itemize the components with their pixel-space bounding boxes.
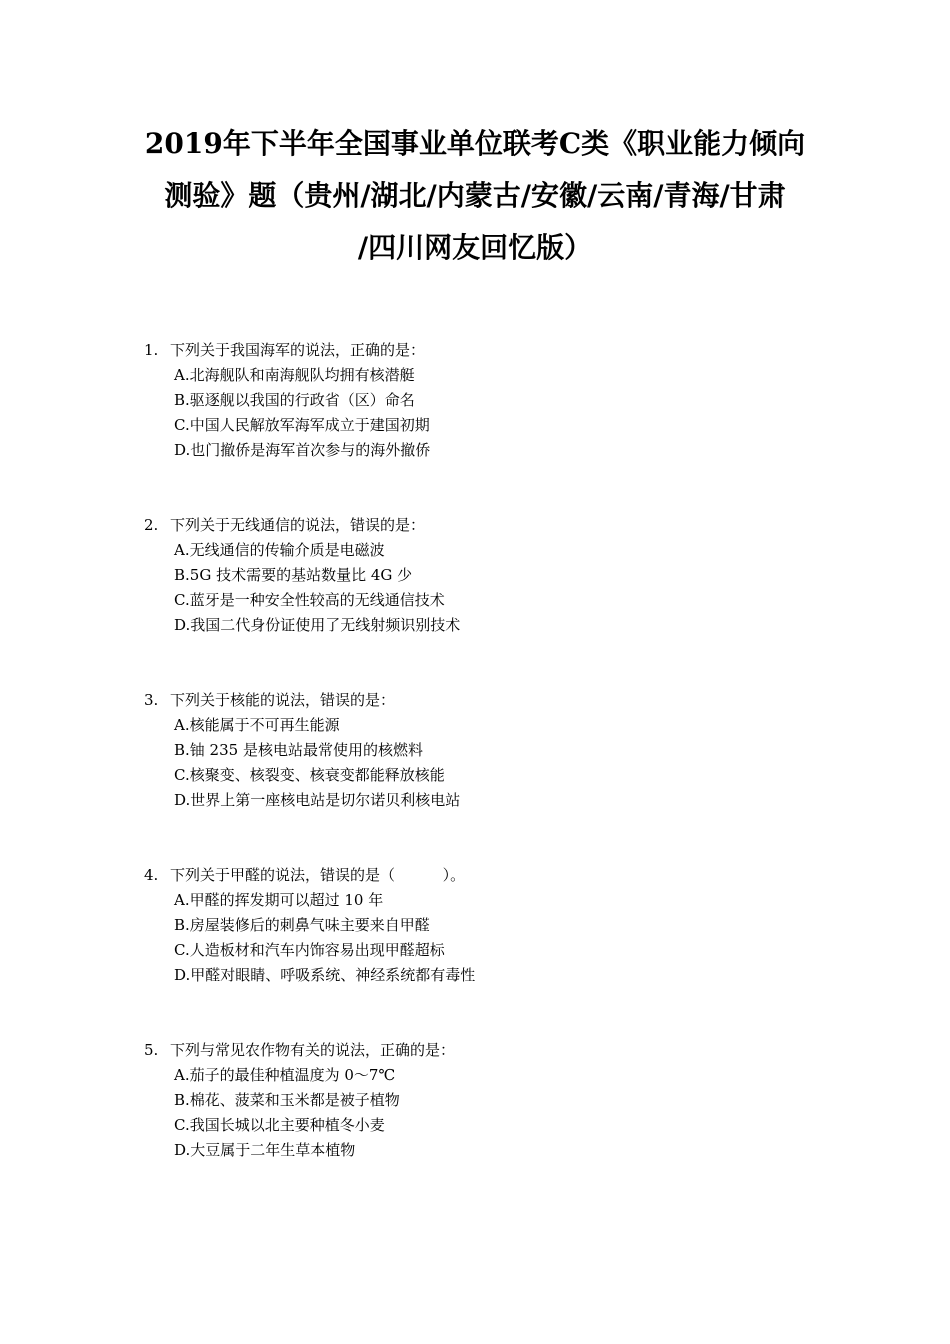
option-a: A.无线通信的传输介质是电磁波 (174, 541, 385, 559)
question-text: 下列关于核能的说法，错误的是： (170, 691, 396, 709)
document-title (120, 118, 830, 274)
question-stem (144, 338, 844, 363)
question-text: 下列关于无线通信的说法，错误的是： (170, 516, 426, 534)
option-b: B.房屋装修后的刺鼻气味主要来自甲醛 (174, 916, 430, 934)
title-line-1: 2019年下半年全国事业单位联考C类《职业能力倾向 (144, 127, 806, 160)
option-d: D.甲醛对眼睛、呼吸系统、神经系统都有毒性 (174, 966, 476, 984)
title-line-3: /四川网友回忆版） (357, 231, 593, 264)
question-number: 5. (144, 1041, 159, 1059)
question-text: 下列关于甲醛的说法，错误的是（ ）。 (170, 866, 466, 884)
question-text: 下列关于我国海军的说法，正确的是： (170, 341, 426, 359)
question-4 (144, 863, 844, 988)
option-d: D.世界上第一座核电站是切尔诺贝利核电站 (174, 791, 461, 809)
title-line-2: 测验》题（贵州/湖北/内蒙古/安徽/云南/青海/甘肃 (164, 179, 786, 212)
question-stem (144, 513, 844, 538)
option-d: D.我国二代身份证使用了无线射频识别技术 (174, 616, 461, 634)
question-1 (144, 338, 844, 463)
option-c: C.人造板材和汽车内饰容易出现甲醛超标 (174, 941, 445, 959)
option-a: A.核能属于不可再生能源 (174, 716, 340, 734)
question-2 (144, 513, 844, 638)
question-number: 2. (144, 516, 159, 534)
option-d: D.也门撤侨是海军首次参与的海外撤侨 (174, 441, 431, 459)
question-stem (144, 688, 844, 713)
question-3 (144, 688, 844, 813)
option-c: C.核聚变、核裂变、核衰变都能释放核能 (174, 766, 445, 784)
option-b: B.棉花、菠菜和玉米都是被子植物 (174, 1091, 400, 1109)
question-5 (144, 1038, 844, 1163)
option-c: C.我国长城以北主要种植冬小麦 (174, 1116, 385, 1134)
option-a: A.甲醛的挥发期可以超过 10 年 (174, 891, 384, 909)
question-stem (144, 863, 844, 888)
question-number: 4. (144, 866, 159, 884)
question-stem (144, 1038, 844, 1063)
option-b: B.铀 235 是核电站最常使用的核燃料 (174, 741, 423, 759)
option-a: A.茄子的最佳种植温度为 0～7℃ (174, 1066, 396, 1084)
question-number: 3. (144, 691, 159, 709)
question-list (144, 338, 844, 1213)
option-a: A.北海舰队和南海舰队均拥有核潜艇 (174, 366, 415, 384)
question-text: 下列与常见农作物有关的说法，正确的是： (170, 1041, 456, 1059)
option-d: D.大豆属于二年生草本植物 (174, 1141, 356, 1159)
option-c: C.蓝牙是一种安全性较高的无线通信技术 (174, 591, 445, 609)
option-b: B.驱逐舰以我国的行政省（区）命名 (174, 391, 415, 409)
option-b: B.5G 技术需要的基站数量比 4G 少 (174, 566, 413, 584)
question-number: 1. (144, 341, 159, 359)
option-c: C.中国人民解放军海军成立于建国初期 (174, 416, 430, 434)
